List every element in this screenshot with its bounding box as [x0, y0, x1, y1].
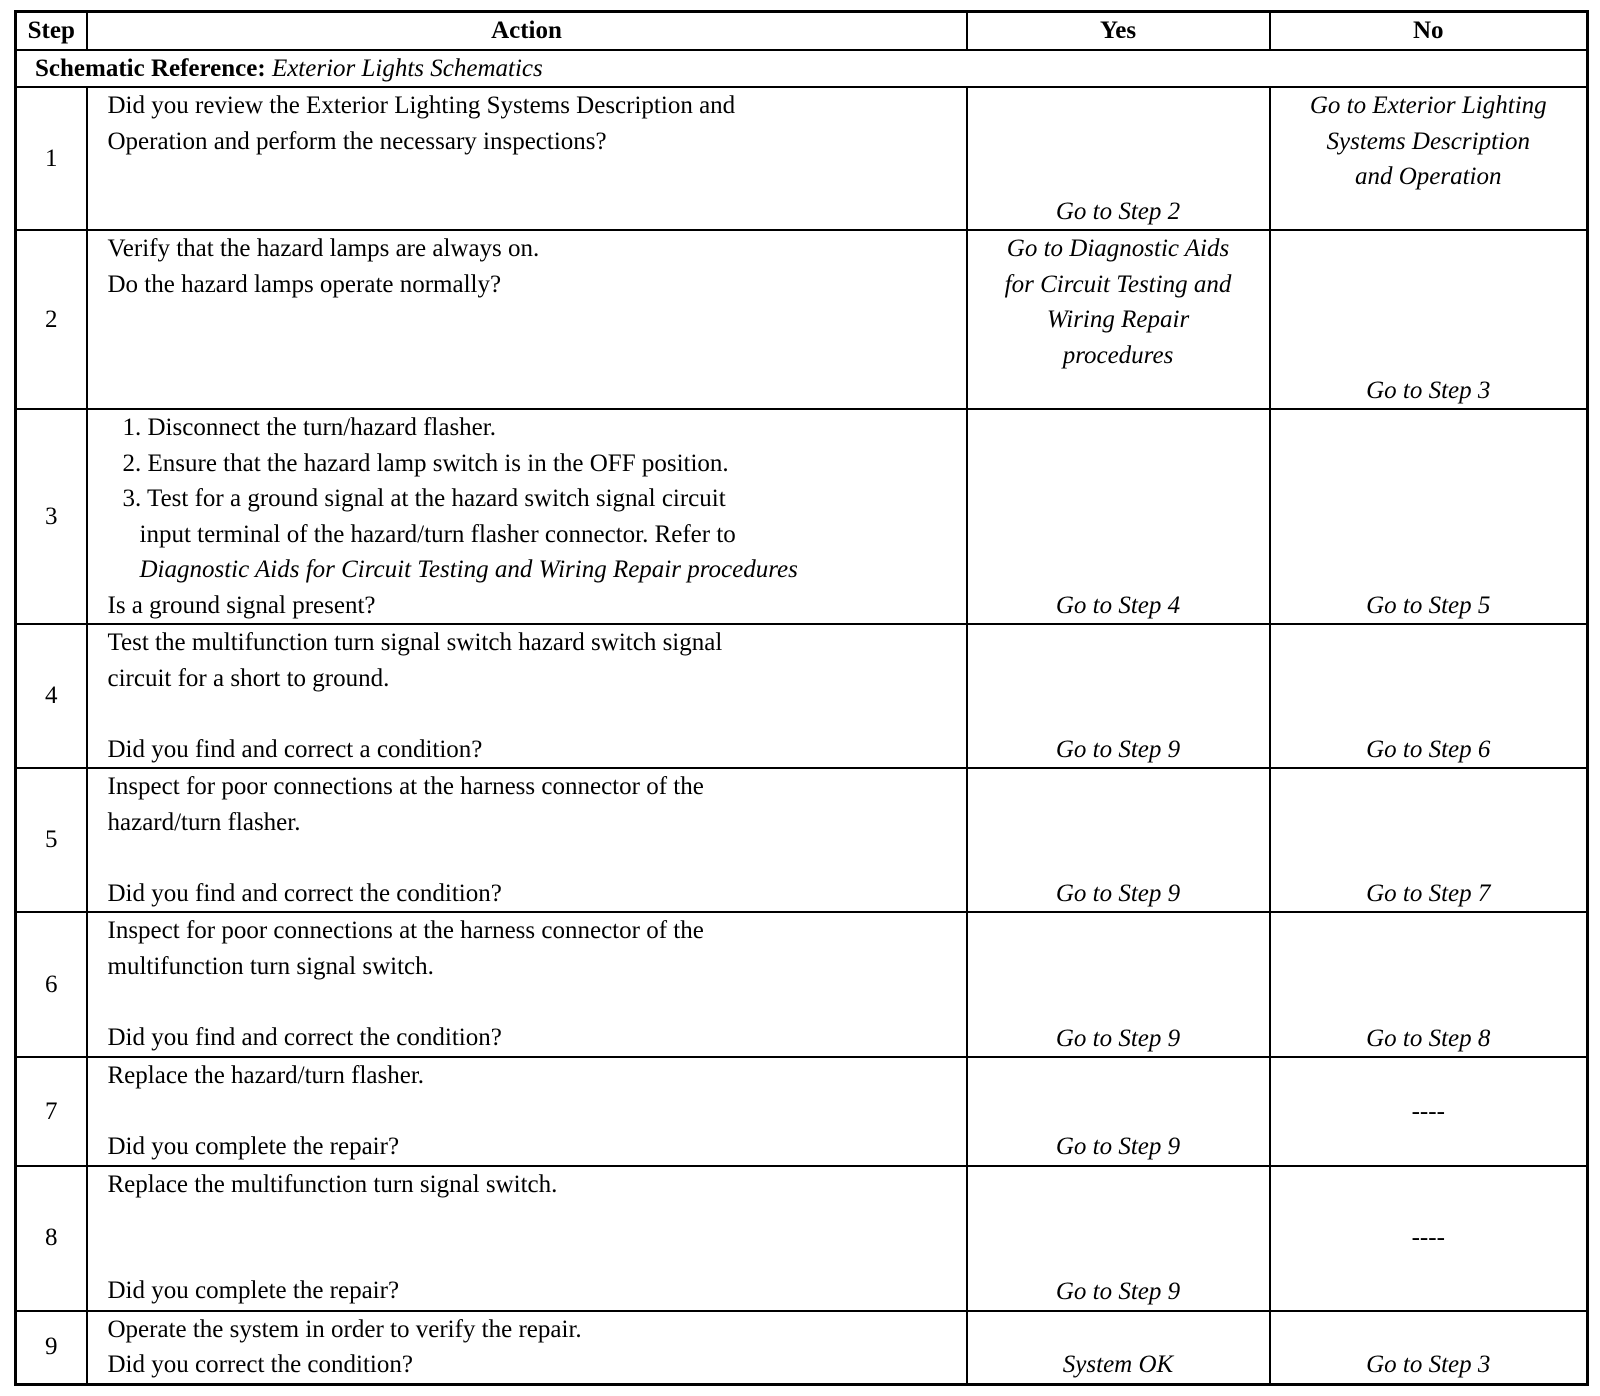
no-result-text: ---- [1411, 1224, 1445, 1252]
action-line [108, 696, 966, 732]
no-cell [1270, 1166, 1588, 1311]
no-cell [1270, 1311, 1588, 1385]
action-line: Did you complete the repair? [107, 1133, 400, 1160]
yes-cell [967, 230, 1270, 409]
no-result-text[interactable]: Go to Step 3 [1366, 376, 1491, 404]
yes-cell [967, 768, 1270, 912]
step-number: 7 [16, 1057, 87, 1166]
table-row [16, 1311, 1588, 1385]
no-cell [1270, 768, 1588, 912]
action-line: Did you find and correct a condition? [107, 735, 483, 763]
yes-result-text[interactable]: Go to Step 9 [1055, 1278, 1181, 1305]
action-line: Did you find and correct the condition? [107, 879, 502, 907]
step-number: 8 [16, 1166, 87, 1311]
step-number: 4 [16, 624, 87, 768]
action-cell [87, 912, 967, 1057]
action-line: Did you find and correct the condition? [107, 1023, 502, 1051]
action-line: Did you review the Exterior Lighting Systems Description and [107, 92, 736, 119]
action-cell [87, 1166, 967, 1311]
action-line: 3. Test for a ground signal at the hazard switch signal circuit [122, 485, 726, 512]
action-line [108, 1202, 966, 1238]
yes-result-text[interactable]: Go to Step 9 [1055, 1024, 1181, 1052]
action-cell [87, 409, 967, 624]
table-row [16, 230, 1588, 409]
action-line: Operation and perform the necessary inspections? [107, 127, 607, 155]
table-row [16, 624, 1588, 768]
yes-result-text[interactable]: Go to Step 4 [1055, 591, 1181, 619]
table-row [16, 87, 1588, 230]
action-cell [87, 768, 967, 912]
yes-result-text: for Circuit Testing and [1004, 270, 1232, 298]
step-number: 6 [16, 912, 87, 1057]
step-number: 9 [16, 1311, 87, 1385]
action-line: Verify that the hazard lamps are always on. [107, 235, 540, 262]
action-line: Is a ground signal present? [107, 591, 376, 619]
action-line: Do the hazard lamps operate normally? [107, 270, 502, 298]
action-cell [87, 1311, 967, 1385]
action-line: Test the multifunction turn signal switch hazard switch signal [107, 629, 723, 656]
no-result-text[interactable]: Go to Step 8 [1366, 1024, 1491, 1052]
step-number: 1 [16, 87, 87, 230]
table-row [16, 409, 1588, 624]
action-line: multifunction turn signal switch. [107, 952, 434, 980]
no-cell [1270, 624, 1588, 768]
action-line: Operate the system in order to verify the repair. [107, 1315, 582, 1343]
schematic-reference-row [16, 50, 1588, 88]
table-row [16, 1057, 1588, 1166]
diagnostic-table [14, 10, 1589, 1386]
action-line: Inspect for poor connections at the harness connector of the [107, 773, 704, 800]
no-result-text[interactable]: Go to Exterior Lighting [1309, 92, 1547, 119]
action-line: circuit for a short to ground. [107, 664, 390, 692]
table-row [16, 768, 1588, 912]
yes-result-text[interactable]: Go to Diagnostic Aids [1006, 235, 1230, 262]
no-cell [1270, 230, 1588, 409]
schematic-link[interactable]: Exterior Lights Schematics [271, 54, 543, 82]
no-cell [1270, 1057, 1588, 1166]
no-result-text[interactable]: Go to Step 3 [1366, 1351, 1491, 1378]
header-step: Step [16, 12, 87, 50]
header-yes: Yes [967, 12, 1270, 50]
no-result-text[interactable]: Go to Step 7 [1366, 879, 1491, 907]
table-row [16, 912, 1588, 1057]
yes-cell [967, 409, 1270, 624]
yes-result-text: System OK [1062, 1351, 1174, 1378]
action-line [108, 984, 966, 1020]
action-line: Replace the multifunction turn signal switch. [107, 1170, 558, 1198]
yes-result-text: Wiring Repair [1046, 306, 1190, 333]
schematic-label: Schematic Reference: [35, 54, 266, 82]
action-line [108, 840, 966, 876]
yes-result-text[interactable]: Go to Step 9 [1055, 1133, 1181, 1160]
action-cell [87, 1057, 967, 1166]
step-number: 2 [16, 230, 87, 409]
no-result-text: ---- [1411, 1097, 1445, 1125]
no-result-text[interactable]: Go to Step 5 [1366, 591, 1491, 619]
table-row [16, 1166, 1588, 1311]
action-line: input terminal of the hazard/turn flasher connector. Refer to [139, 520, 736, 548]
no-cell [1270, 409, 1588, 624]
yes-cell [967, 1311, 1270, 1385]
no-cell [1270, 912, 1588, 1057]
action-line: Did you correct the condition? [107, 1351, 413, 1378]
yes-cell [967, 87, 1270, 230]
header-no: No [1270, 12, 1588, 50]
header-action: Action [87, 12, 967, 50]
action-line: Replace the hazard/turn flasher. [107, 1062, 425, 1089]
yes-result-text[interactable]: Go to Step 9 [1055, 879, 1181, 907]
yes-cell [967, 912, 1270, 1057]
action-line: hazard/turn flasher. [107, 808, 301, 836]
no-result-text: and Operation [1354, 163, 1502, 190]
yes-cell [967, 624, 1270, 768]
action-cell [87, 624, 967, 768]
yes-cell [967, 1166, 1270, 1311]
yes-result-text[interactable]: Go to Step 2 [1055, 197, 1181, 225]
step-number: 3 [16, 409, 87, 624]
action-line: Did you complete the repair? [107, 1277, 400, 1304]
action-line: 1. Disconnect the turn/hazard flasher. [122, 414, 496, 441]
yes-cell [967, 1057, 1270, 1166]
header-row [16, 12, 1588, 50]
action-line: Diagnostic Aids for Circuit Testing and Wiring Repair procedures [139, 556, 798, 583]
no-cell [1270, 87, 1588, 230]
no-result-text: Systems Description [1326, 127, 1530, 155]
action-cell [87, 230, 967, 409]
action-line [108, 1094, 966, 1130]
yes-result-text[interactable]: Go to Step 9 [1055, 735, 1181, 763]
action-line: 2. Ensure that the hazard lamp switch is in the OFF position. [122, 449, 729, 477]
no-result-text[interactable]: Go to Step 6 [1366, 735, 1491, 763]
action-line [108, 1238, 966, 1274]
action-line: Inspect for poor connections at the harness connector of the [107, 917, 704, 944]
yes-result-text: procedures [1062, 341, 1174, 369]
step-number: 5 [16, 768, 87, 912]
action-cell [87, 87, 967, 230]
